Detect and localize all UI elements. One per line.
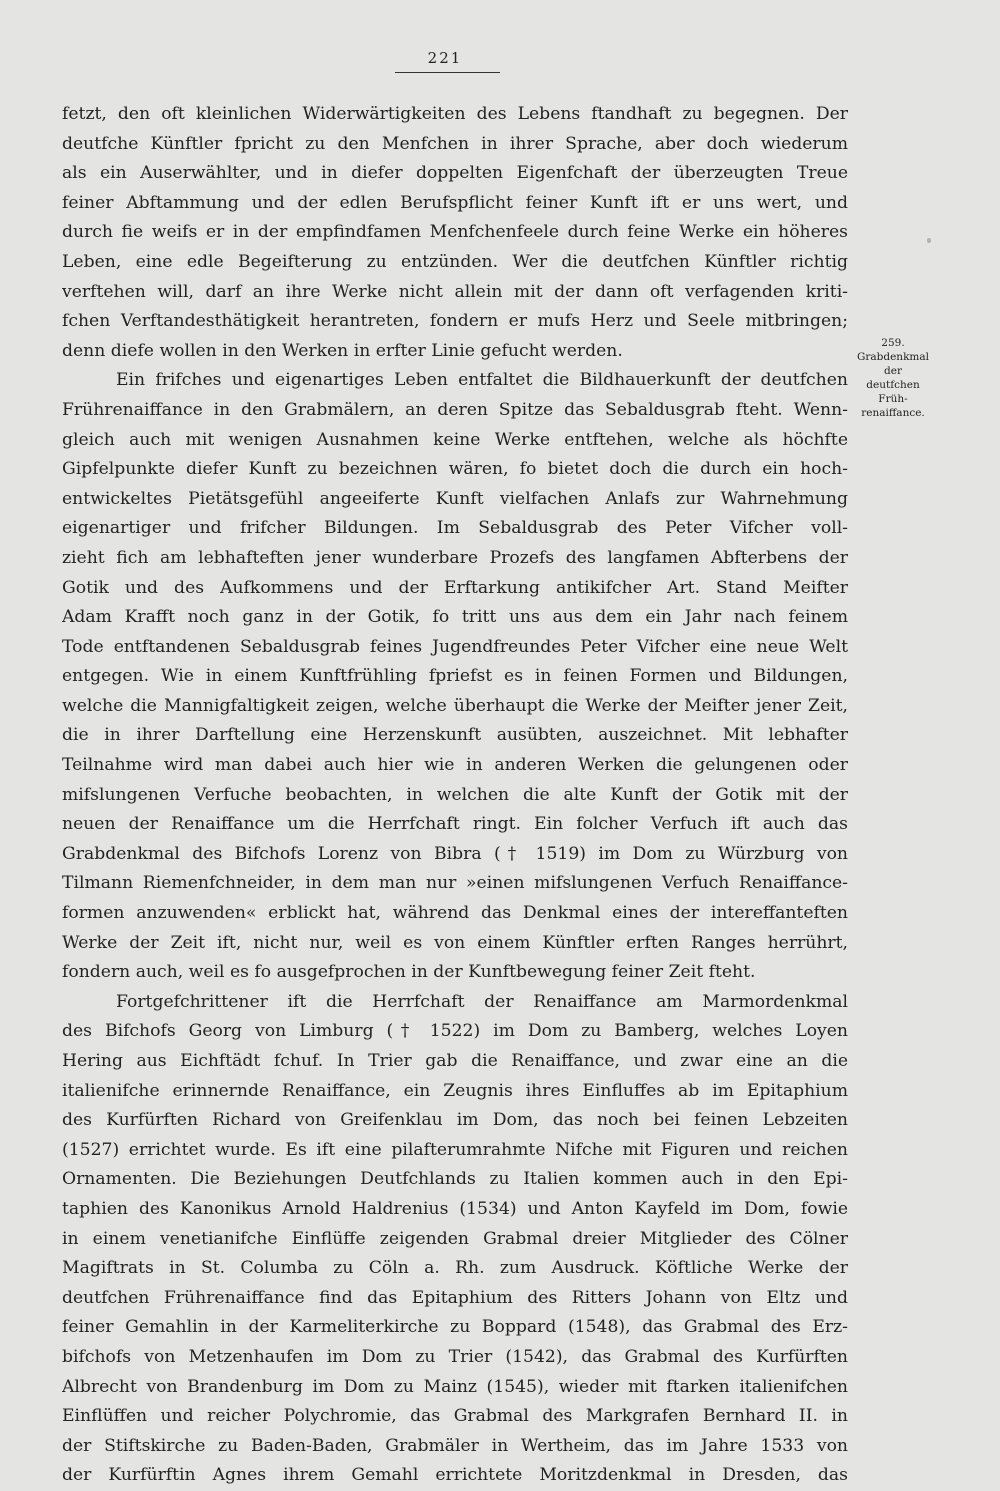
- text-line: der Stiftskirche zu Baden-Baden, Grabmäler in Wertheim, das im Jahre 1533 von: [62, 1435, 848, 1456]
- marginal-note-line: deutfchen: [866, 379, 920, 391]
- paragraph-1: [62, 100, 848, 366]
- text-line: Tode entftandenen Sebaldusgrab feines Jugendfreundes Peter Vifcher eine neue Welt: [62, 636, 848, 657]
- text-line: deutfche Künftler fpricht zu den Menfchen in ihrer Sprache, aber doch wiederum: [62, 133, 848, 154]
- marginal-note: [852, 336, 934, 420]
- marginal-note-line: Grabdenkmal: [856, 351, 930, 363]
- text-line: zieht fich am lebhafteften jener wunderbare Prozefs des langfamen Abfterbens der: [62, 547, 848, 568]
- text-line: die in ihrer Darftellung eine Herzenskunft ausübten, auszeichnet. Mit lebhafter: [62, 725, 848, 746]
- marginal-note-number: 259.: [881, 337, 905, 349]
- paragraph-3: [62, 988, 848, 1491]
- text-line: Adam Krafft noch ganz in der Gotik, fo tritt uns aus dem ein Jahr nach feinem: [62, 607, 848, 628]
- marginal-note-line: Früh-: [878, 393, 908, 405]
- text-line: deutfchen Frührenaiffance find das Epitaphium des Ritters Johann von Eltz und: [62, 1287, 848, 1308]
- text-line: entwickeltes Pietätsgefühl angeeiferte Kunft vielfachen Anlafs zur Wahrnehmung: [62, 488, 848, 509]
- text-line: Teilnahme wird man dabei auch hier wie in anderen Werken die gelungenen oder: [62, 755, 848, 776]
- text-line: des Bifchofs Georg von Limburg († 1522) im Dom zu Bamberg, welches Loyen: [62, 1021, 848, 1042]
- text-line: taphien des Kanonikus Arnold Haldrenius (1534) und Anton Kayfeld im Dom, fowie: [62, 1198, 848, 1219]
- text-line: Albrecht von Brandenburg im Dom zu Mainz (1545), wieder mit ftarken italienifchen: [62, 1376, 848, 1397]
- header-rule: [395, 72, 500, 73]
- marginal-note-line: renaiffance.: [861, 407, 925, 419]
- text-line: Ein frifches und eigenartiges Leben entfaltet die Bildhauerkunft der deutfchen: [116, 370, 848, 391]
- text-line: des Kurfürften Richard von Greifenklau im Dom, das noch bei feinen Lebzeiten: [62, 1110, 848, 1131]
- text-line: verftehen will, darf an ihre Werke nicht allein mit der dann oft verfagenden kriti-: [62, 281, 848, 302]
- text-line: durch fie weifs er in der empfindfamen Menfchenfeele durch feine Werke ein höheres: [62, 222, 848, 243]
- marginal-note-line: der: [884, 365, 902, 377]
- text-line: Leben, eine edle Begeifterung zu entzünden. Wer die deutfchen Künftler richtig: [62, 251, 848, 272]
- text-line: Magiftrats in St. Columba zu Cöln a. Rh. zum Ausdruck. Köftliche Werke der: [62, 1258, 848, 1279]
- text-line: als ein Auserwählter, und in diefer doppelten Eigenfchaft der überzeugten Treue: [62, 163, 848, 184]
- text-line: (1527) errichtet wurde. Es ift eine pilafterumrahmte Nifche mit Figuren und reichen: [62, 1139, 848, 1160]
- text-line: in einem venetianifche Einflüffe zeigenden Grabmal dreier Mitglieder des Cölner: [62, 1228, 848, 1249]
- text-line: Gipfelpunkte diefer Kunft zu bezeichnen wären, fo bietet doch die durch ein hoch-: [62, 459, 848, 480]
- text-line: Einflüffen und reicher Polychromie, das Grabmal des Markgrafen Bernhard II. in: [62, 1406, 848, 1427]
- text-line: feiner Abftammung und der edlen Berufspflicht feiner Kunft ift er uns wert, und: [62, 192, 848, 213]
- text-line: fondern auch, weil es fo ausgefprochen in der Kunftbewegung feiner Zeit fteht.: [62, 962, 756, 983]
- text-line: denn diefe wollen in den Werken in erfter Linie gefucht werden.: [62, 340, 623, 361]
- text-line: Ornamenten. Die Beziehungen Deutfchlands zu Italien kommen auch in den Epi-: [62, 1169, 848, 1190]
- text-line: Hering aus Eichftädt fchuf. In Trier gab die Renaiffance, und zwar eine an die: [62, 1051, 848, 1071]
- text-line: entgegen. Wie in einem Kunftfrühling fpriefst es in feinen Formen und Bildungen,: [62, 666, 848, 687]
- text-line: mifslungenen Verfuche beobachten, in welchen die alte Kunft der Gotik mit der: [62, 784, 848, 805]
- text-line: formen anzuwenden« erblickt hat, während das Denkmal eines der intereffanteften: [62, 903, 848, 924]
- text-line: bifchofs von Metzenhaufen im Dom zu Trier (1542), das Grabmal des Kurfürften: [62, 1346, 848, 1367]
- text-line: fchen Verftandesthätigkeit herantreten, fondern er mufs Herz und Seele mitbringen;: [62, 311, 848, 332]
- text-line: italienifche erinnernde Renaiffance, ein Zeugnis ihres Einfluffes ab im Epitaphium: [62, 1080, 848, 1101]
- text-line: eigenartiger und frifcher Bildungen. Im Sebaldusgrab des Peter Vifcher voll-: [62, 518, 848, 539]
- text-line: Werke der Zeit ift, nicht nur, weil es von einem Künftler erften Ranges herrührt,: [62, 932, 848, 953]
- text-line: feiner Gemahlin in der Karmeliterkirche zu Boppard (1548), das Grabmal des Erz-: [62, 1317, 848, 1338]
- text-line: Gotik und des Aufkommens und der Erftarkung antikifcher Art. Stand Meifter: [62, 577, 848, 598]
- paper-speck: [927, 238, 931, 243]
- text-line: welche die Mannigfaltigkeit zeigen, welche überhaupt die Werke der Meifter jener Zeit,: [62, 695, 848, 716]
- text-line: Tilmann Riemenfchneider, in dem man nur »einen mifslungenen Verfuch Renaiffance-: [62, 873, 848, 894]
- page-number: 221: [427, 49, 463, 67]
- text-line: neuen der Renaiffance um die Herrfchaft ringt. Ein folcher Verfuch ift auch das: [62, 814, 848, 835]
- paragraph-2: [62, 366, 848, 987]
- text-line: Fortgefchrittener ift die Herrfchaft der Renaiffance am Marmordenkmal: [116, 991, 848, 1012]
- text-line: Frührenaiffance in den Grabmälern, an deren Spitze das Sebaldusgrab fteht. Wenn-: [62, 399, 848, 420]
- text-line: Grabdenkmal des Bifchofs Lorenz von Bibra († 1519) im Dom zu Würzburg von: [62, 843, 848, 864]
- text-line: gleich auch mit wenigen Ausnahmen keine Werke entftehen, welche als höchfte: [62, 429, 848, 450]
- text-line: fetzt, den oft kleinlichen Widerwärtigkeiten des Lebens ftandhaft zu begegnen. Der: [62, 104, 848, 124]
- text-line: der Kurfürftin Agnes ihrem Gemahl errichtete Moritzdenkmal in Dresden, das: [62, 1465, 848, 1486]
- body-text: [62, 100, 848, 1491]
